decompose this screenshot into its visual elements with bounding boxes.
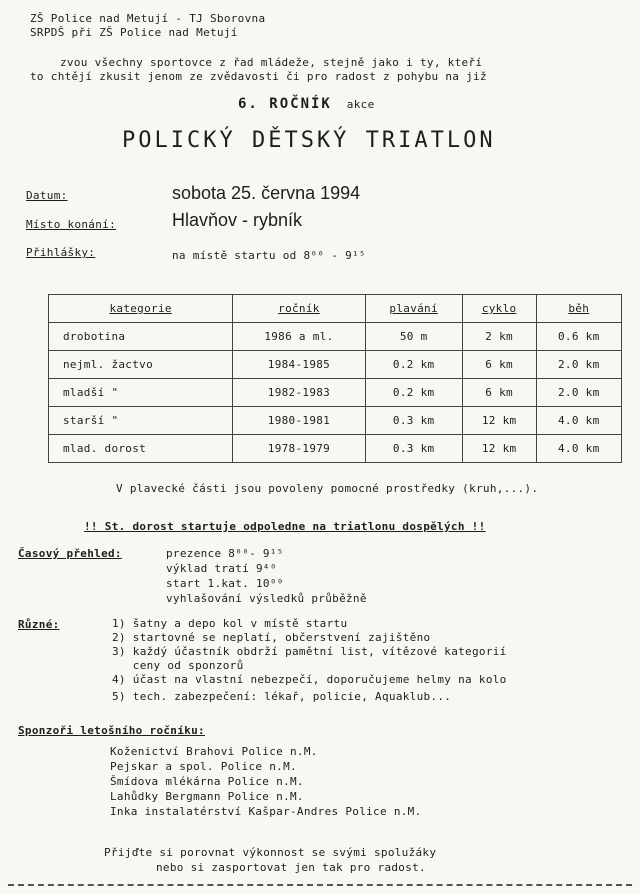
header-cell-swim: plavání <box>365 295 462 323</box>
date-value: sobota 25. června 1994 <box>172 183 361 203</box>
table-cell: 2 km <box>462 323 536 351</box>
footer-line-1: Přijďte si porovnat výkonnost se svými spolužáky <box>104 846 437 859</box>
table-cell: 4.0 km <box>536 435 622 463</box>
schedule-item: prezence 8⁰⁰- 9¹⁵ <box>166 547 284 560</box>
misc-item: 5) tech. zabezpečení: lékař, policie, Aquaklub... <box>112 690 452 703</box>
invitation-line-1: zvou všechny sportovce z řad mládeže, stejně jako i ty, kteří <box>60 56 483 69</box>
table-cell: 4.0 km <box>536 407 622 435</box>
edition-number: 6. ROČNÍK <box>238 96 332 112</box>
table-cell: 0.3 km <box>365 407 462 435</box>
table-row <box>49 351 622 379</box>
notice-text: !! St. dorost startuje odpoledne na triatlonu dospělých !! <box>84 520 486 533</box>
category-table <box>48 294 622 463</box>
table-cell: 1984-1985 <box>233 351 365 379</box>
table-cell: 0.2 km <box>365 351 462 379</box>
table-cell: 2.0 km <box>536 351 622 379</box>
table-row <box>49 407 622 435</box>
table-row <box>49 435 622 463</box>
schedule-item: start 1.kat. 10⁰⁰ <box>166 577 284 590</box>
footer-line-2: nebo si zasportovat jen tak pro radost. <box>156 861 426 874</box>
table-cell: starší " <box>49 407 233 435</box>
table-cell: 1982-1983 <box>233 379 365 407</box>
table-cell: 1978-1979 <box>233 435 365 463</box>
header-cell-bike: cyklo <box>462 295 536 323</box>
misc-item: ceny od sponzorů <box>112 659 244 672</box>
sponsor-item: Koženictví Brahovi Police n.M. <box>110 745 318 758</box>
table-cell: 50 m <box>365 323 462 351</box>
table-cell: 1986 a ml. <box>233 323 365 351</box>
place-label: Místo konání: <box>26 218 116 231</box>
table-cell: 6 km <box>462 351 536 379</box>
signup-label: Přihlášky: <box>26 246 96 259</box>
sponsor-item: Inka instalatérství Kašpar-Andres Police n.M. <box>110 805 422 818</box>
date-label: Datum: <box>26 189 68 202</box>
schedule-item: výklad tratí 9⁴⁰ <box>166 562 277 575</box>
misc-label: Různé: <box>18 618 60 631</box>
place-value: Hlavňov - rybník <box>172 210 303 230</box>
schedule-label: Časový přehled: <box>18 547 122 560</box>
table-cell: mladší " <box>49 379 233 407</box>
misc-item: 2) startovné se neplatí, občerstvení zajištěno <box>112 631 431 644</box>
table-cell: 2.0 km <box>536 379 622 407</box>
table-row <box>49 323 622 351</box>
table-cell: 0.3 km <box>365 435 462 463</box>
page-title: POLICKÝ DĚTSKÝ TRIATLON <box>122 128 496 153</box>
organizer-line-2: SRPDŠ při ZŠ Police nad Metují <box>30 26 238 39</box>
cut-line-divider <box>8 884 632 886</box>
misc-item: 1) šatny a depo kol v místě startu <box>112 617 348 630</box>
table-header-row <box>49 295 622 323</box>
table-cell: 1980-1981 <box>233 407 365 435</box>
edition-line <box>238 96 375 112</box>
misc-item: 3) každý účastník obdrží pamětní list, vítězové kategorií <box>112 645 507 658</box>
table-cell: nejml. žactvo <box>49 351 233 379</box>
sponsor-item: Pejskar a spol. Police n.M. <box>110 760 297 773</box>
table-cell: 12 km <box>462 435 536 463</box>
organizer-line-1: ZŠ Police nad Metují - TJ Sborovna <box>30 12 266 25</box>
table-note: V plavecké části jsou povoleny pomocné prostředky (kruh,...). <box>116 482 539 495</box>
table-row <box>49 379 622 407</box>
table-cell: 0.6 km <box>536 323 622 351</box>
sponsor-item: Šmídova mlékárna Police n.M. <box>110 775 304 788</box>
sponsor-item: Lahůdky Bergmann Police n.M. <box>110 790 304 803</box>
edition-suffix: akce <box>346 98 375 111</box>
table-cell: mlad. dorost <box>49 435 233 463</box>
header-cell-year: ročník <box>233 295 365 323</box>
table-cell: 6 km <box>462 379 536 407</box>
table-cell: drobotina <box>49 323 233 351</box>
misc-item: 4) účast na vlastní nebezpečí, doporučujeme helmy na kolo <box>112 673 507 686</box>
table-cell: 0.2 km <box>365 379 462 407</box>
header-cell-category: kategorie <box>49 295 233 323</box>
signup-value: na místě startu od 8⁰⁰ - 9¹⁵ <box>172 249 366 262</box>
schedule-item: vyhlašování výsledků průběžně <box>166 592 367 605</box>
sponsors-label: Sponzoři letošního ročníku: <box>18 724 205 737</box>
invitation-line-2: to chtějí zkusit jenom ze zvědavosti či pro radost z pohybu na již <box>30 70 487 83</box>
header-cell-run: běh <box>536 295 622 323</box>
table-cell: 12 km <box>462 407 536 435</box>
